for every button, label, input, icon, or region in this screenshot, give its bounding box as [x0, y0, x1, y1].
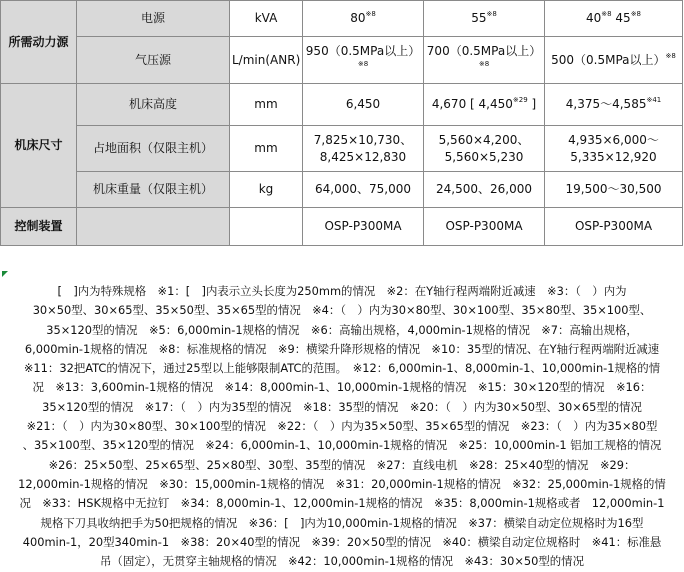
footnote-line: 12,000min-1规格的情况 ※30：15,000min-1规格的情况 ※31：20,000min-1规格的情况 ※32：25,000min-1规格的情 — [18, 476, 666, 491]
height-col2: 4,670 [ 4,450$^{※29}$ ] — [424, 84, 545, 126]
power-col2: 55$^{※8}$ — [424, 1, 545, 37]
footnote-line: 35×120型的情况 ※17：（ ）内为35型的情况 ※18：35型的情况 ※20：（ ）内为30×50型、30×65型的情况 — [42, 399, 642, 414]
area-col2: 5,560×4,200、 5,560×5,230 — [424, 126, 545, 172]
unit-machine-height: mm — [230, 84, 303, 126]
footnote-line: 况 ※13：3,600min-1规格的情况 ※14：8,000min-1、10,000min-1规格的情况 ※15：30×120型的情况 ※16： — [32, 380, 652, 395]
control-unit-blank — [230, 208, 303, 246]
weight-col1: 64,000、75,000 — [303, 172, 424, 208]
footnote-line: 规格下刀具收纳把手为50把规格的情况 ※36：[ ]内为10,000min-1规格的情况 ※37：横梁自动定位规格时为16型 — [40, 515, 644, 530]
power-col1: 80$^{※8}$ — [303, 1, 424, 37]
control-col2: OSP-P300MA — [424, 208, 545, 246]
unit-air-supply: L/min(ANR) — [230, 37, 303, 84]
item-power-supply: 电源 — [77, 1, 230, 37]
spec-table — [0, 0, 683, 246]
category-control-unit: 控制装置 — [1, 208, 77, 246]
unit-machine-weight: kg — [230, 172, 303, 208]
cell-comment-marker-icon — [2, 271, 8, 277]
footnote-line: [ ]内为特殊规格 ※1：[ ]内表示立头长度为250mm的情况 ※2：在Y轴行程两端附近减速 ※3：（ ）内为 — [57, 284, 627, 298]
row-control-unit — [1, 208, 683, 246]
item-air-supply: 气压源 — [77, 37, 230, 84]
item-machine-weight: 机床重量（仅限主机） — [77, 172, 230, 208]
row-air-supply — [1, 37, 683, 84]
area-col1: 7,825×10,730、 8,425×12,830 — [303, 126, 424, 172]
air-col1: 950（0.5MPa以上） $^{※8}$ — [303, 37, 424, 84]
footnote-line: 吊（固定），无贯穿主轴规格的情况 ※42：10,000min-1规格的情况 ※43：30×50型的情况 — [100, 554, 584, 569]
control-item-blank — [77, 208, 230, 246]
height-col1: 6,450 — [303, 84, 424, 126]
footnotes — [3, 282, 681, 571]
area-col3: 4,935×6,000～ 5,335×12,920 — [545, 126, 683, 172]
row-floor-area — [1, 126, 683, 172]
unit-power-supply: kVA — [230, 1, 303, 37]
control-col1: OSP-P300MA — [303, 208, 424, 246]
row-power-supply — [1, 1, 683, 37]
air-col2: 700（0.5MPa以上） $^{※8}$ — [424, 37, 545, 84]
footnote-line: ※21：（ ）内为30×80型、30×100型的情况 ※22：（ ）内为35×50型、35×65型的情况 ※23：（ ）内为35×80型 — [26, 419, 658, 434]
height-col3: 4,375～4,585$^{※41}$ — [545, 84, 683, 126]
footnote-line: 、35×100型、35×120型的情况 ※24：6,000min-1、10,000min-1规格的情况 ※25：10,000min-1 铝加工规格的情况 — [22, 438, 662, 453]
category-power-source: 所需动力源 — [1, 1, 77, 84]
row-machine-weight — [1, 172, 683, 208]
footnote-line: 35×120型的情况 ※5：6,000min-1规格的情况 ※6：高输出规格，4,000min-1规格的情况 ※7：高输出规格， — [46, 322, 638, 337]
weight-col3: 19,500～30,500 — [545, 172, 683, 208]
footnote-line: 30×50型、30×65型、35×50型、35×65型的情况 ※4：（ ）内为30×80型、30×100型、35×80型、35×100型、 — [32, 303, 652, 318]
control-col3: OSP-P300MA — [545, 208, 683, 246]
unit-floor-area: mm — [230, 126, 303, 172]
power-col3: 40$^{※8}$ 45$^{※8}$ — [545, 1, 683, 37]
footnote-line: 6,000min-1规格的情况 ※8：标准规格的情况 ※9：横梁升降形规格的情况 ※10：35型的情况、在Y轴行程两端附近减速 — [24, 341, 660, 356]
weight-col2: 24,500、26,000 — [424, 172, 545, 208]
category-machine-size: 机床尺寸 — [1, 84, 77, 208]
item-floor-area: 占地面积（仅限主机） — [77, 126, 230, 172]
footnote-line: 400min-1，20型340min-1 ※38：20×40型的情况 ※39：20×50型的情况 ※40：横梁自动定位规格时 ※41：标准悬 — [22, 534, 662, 549]
item-machine-height: 机床高度 — [77, 84, 230, 126]
footnote-line: ※26：25×50型、25×65型、25×80型、30型、35型的情况 ※27：直线电机 ※28：25×40型的情况 ※29： — [48, 457, 636, 472]
air-col3: 500（0.5MPa以上）$^{※8}$ — [545, 37, 683, 84]
footnote-line: 况 ※33：HSK规格中无拉钉 ※34：8,000min-1、12,000min-1规格的情况 ※35：8,000min-1规格或者 12,000min-1 — [19, 496, 665, 511]
footnote-line: ※11：32把ATC的情况下，通过25型以上能够限制ATC的范围。 ※12：6,000min-1、8,000min-1、10,000min-1规格的情 — [23, 361, 661, 376]
row-machine-height — [1, 84, 683, 126]
